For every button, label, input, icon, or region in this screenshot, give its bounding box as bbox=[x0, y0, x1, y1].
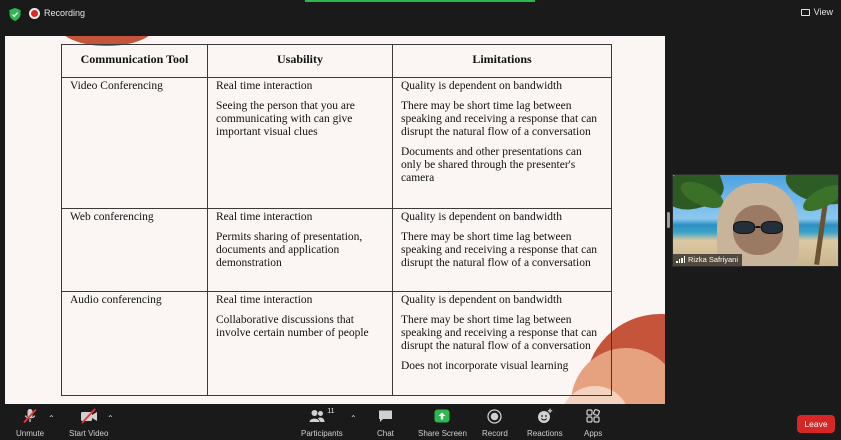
limitations-cell bbox=[393, 78, 612, 209]
limitation-item: Quality is dependent on bandwidth bbox=[401, 80, 562, 92]
tool-name: Video Conferencing bbox=[70, 80, 163, 92]
header-communication-tool: Communication Tool bbox=[62, 45, 208, 78]
reactions-icon bbox=[537, 408, 553, 424]
limitation-item: Quality is dependent on bandwidth bbox=[401, 294, 562, 306]
view-label: View bbox=[813, 7, 833, 17]
participant-glasses bbox=[731, 221, 785, 235]
video-options-caret-icon[interactable]: ⌃ bbox=[107, 414, 114, 423]
recording-label[interactable]: Recording bbox=[44, 8, 86, 18]
chat-button[interactable] bbox=[377, 408, 394, 438]
tool-name: Audio conferencing bbox=[70, 294, 162, 306]
meeting-toolbar bbox=[0, 404, 841, 440]
header-usability: Usability bbox=[208, 45, 393, 78]
limitation-item: Documents and other presentations can only be shared through the presenter's camera bbox=[401, 146, 582, 184]
usability-cell bbox=[208, 78, 393, 209]
view-grid-icon bbox=[801, 9, 810, 16]
apps-icon bbox=[586, 408, 600, 424]
participants-label: Participants bbox=[301, 429, 343, 438]
chat-icon bbox=[378, 408, 393, 424]
limitation-item: Does not incorporate visual learning bbox=[401, 360, 569, 372]
participants-button[interactable] bbox=[301, 408, 343, 438]
audio-options-caret-icon[interactable]: ⌃ bbox=[48, 414, 55, 423]
table-row bbox=[62, 292, 612, 396]
tool-cell bbox=[62, 78, 208, 209]
recording-icon[interactable] bbox=[29, 8, 40, 19]
limitations-cell bbox=[393, 292, 612, 396]
shared-screen bbox=[5, 36, 665, 406]
usability-item: Collaborative discussions that involve certain number of people bbox=[216, 314, 369, 339]
apps-label: Apps bbox=[584, 429, 603, 438]
table-row bbox=[62, 209, 612, 292]
tool-name: Web conferencing bbox=[70, 211, 154, 223]
usability-item: Seeing the person that you are communicating with can give important visual clues bbox=[216, 100, 355, 138]
meeting-top-bar bbox=[0, 0, 841, 28]
share-indicator-bar bbox=[305, 0, 535, 2]
chat-label: Chat bbox=[377, 429, 394, 438]
limitation-item: There may be short time lag between speaking and receiving a response that can disrupt the natural flow of a conversation bbox=[401, 231, 598, 269]
limitations-cell bbox=[393, 209, 612, 292]
table-header-row bbox=[62, 45, 612, 78]
panel-resize-handle[interactable] bbox=[667, 212, 670, 228]
usability-item: Real time interaction bbox=[216, 294, 313, 306]
view-button[interactable] bbox=[801, 7, 833, 17]
muted-microphone-icon bbox=[22, 408, 38, 424]
reactions-label: Reactions bbox=[527, 429, 563, 438]
usability-cell bbox=[208, 209, 393, 292]
reactions-button[interactable] bbox=[527, 408, 563, 438]
start-video-label: Start Video bbox=[69, 429, 109, 438]
limitation-item: Quality is dependent on bandwidth bbox=[401, 211, 562, 223]
usability-item: Real time interaction bbox=[216, 80, 313, 92]
start-video-button[interactable] bbox=[69, 408, 108, 438]
signal-strength-icon bbox=[676, 256, 685, 263]
record-label: Record bbox=[482, 429, 508, 438]
table-row bbox=[62, 78, 612, 209]
participants-count: 11 bbox=[327, 408, 335, 415]
record-icon bbox=[487, 408, 502, 424]
participant-name: Rizka Safriyani bbox=[688, 255, 739, 264]
tool-cell bbox=[62, 209, 208, 292]
security-shield-icon[interactable] bbox=[9, 8, 21, 21]
usability-item: Real time interaction bbox=[216, 211, 313, 223]
leave-button[interactable]: Leave bbox=[797, 415, 835, 433]
header-limitations: Limitations bbox=[393, 45, 612, 78]
limitation-item: There may be short time lag between speaking and receiving a response that can disrupt the natural flow of a conversation bbox=[401, 100, 598, 138]
video-off-icon bbox=[80, 408, 98, 424]
limitation-item: There may be short time lag between speaking and receiving a response that can disrupt the natural flow of a conversation bbox=[401, 314, 598, 352]
participant-video-tile[interactable] bbox=[672, 174, 839, 267]
share-screen-button[interactable] bbox=[418, 408, 467, 438]
tool-cell bbox=[62, 292, 208, 396]
share-screen-label: Share Screen bbox=[418, 429, 467, 438]
usability-item: Permits sharing of presentation, documents and application demonstration bbox=[216, 231, 363, 269]
participants-icon bbox=[309, 408, 334, 424]
communication-tools-table bbox=[61, 44, 612, 396]
unmute-button[interactable] bbox=[16, 408, 44, 438]
participants-options-caret-icon[interactable]: ⌃ bbox=[350, 414, 357, 423]
unmute-label: Unmute bbox=[16, 429, 45, 438]
share-screen-icon bbox=[434, 408, 450, 424]
participant-name-tag bbox=[673, 254, 742, 266]
usability-cell bbox=[208, 292, 393, 396]
record-button[interactable] bbox=[482, 408, 508, 438]
apps-button[interactable] bbox=[584, 408, 602, 438]
